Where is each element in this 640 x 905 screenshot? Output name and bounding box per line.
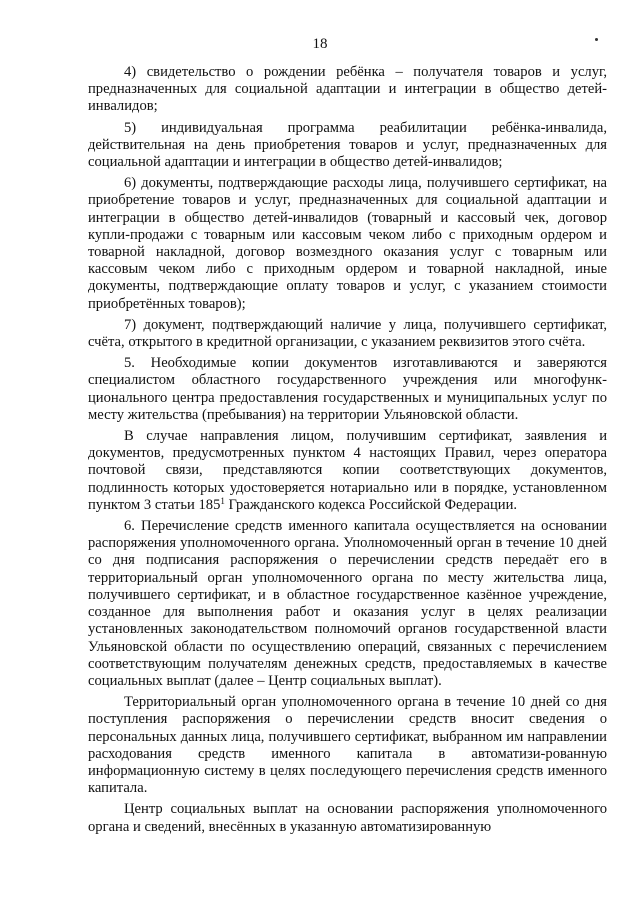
- page-number: 18: [312, 36, 328, 52]
- list-item-7: 7) документ, подтверждающий наличие у лица, получившего сертификат, счёта, открытого в кредитной организации, с указанием реквизитов этого счёта.: [88, 316, 607, 351]
- document-body: [88, 64, 607, 840]
- clause-6: 6. Перечисление средств именного капитала осуществляется на основании распоряжения уполномоченного органа. Уполномоченный орган в течение 10 дней со дня подписания распоряжения о перечислении средств передаёт его в территориальный орган уполномоченного органа по месту жительства лица, получившего сертификат, и в областное государственное казённое учреждение, созданное для выполнения работ и оказания услуг в целях реализации установленных законодательством полномочий органов государственной власти Ульяновской области по осуществлению операций, связанных с перечислением соответствующим получателям денежных средств, предоставляемых в качестве социальных выплат (далее – Центр социальных выплат).: [88, 518, 607, 689]
- article-superscript: 1: [220, 495, 225, 506]
- list-item-4: 4) свидетельство о рождении ребёнка – получателя товаров и услуг, предназначенных для социальной адаптации и интеграции в общество детей-инвалидов;: [88, 64, 607, 115]
- territorial-body-paragraph: Территориальный орган уполномоченного органа в течение 10 дней со дня поступления распоряжения о перечислении средств вносит сведения о персональных данных лица, получившего сертификат, выбранном им направлении расходования средств именного капитала в автоматизи-рованную информационную систему в целях последующего перечисления средств именного капитала.: [88, 694, 607, 797]
- clause-5-mail-text: В случае направления лицом, получившим сертификат, заявления и документов, предусмотренных пунктом 4 настоящих Правил, через оператора почтовой связи, представляются копии соответствующих документов, подлинность которых удостоверяется нотариально или в порядке, установленном пунктом 3 статьи 185: [88, 428, 607, 513]
- clause-5-mail-tail: Гражданского кодекса Российской Федерации.: [224, 496, 518, 513]
- payment-center-paragraph: Центр социальных выплат на основании распоряжения уполномоченного органа и сведений, внесённых в указанную автоматизированную: [88, 801, 607, 835]
- clause-5-mail-paragraph: [88, 428, 607, 514]
- list-item-6: 6) документы, подтверждающие расходы лица, получившего сертификат, на приобретение товаров и услуг, предназначенных для социальной адаптации и интеграции в общество детей-инвалидов (товарный и кассовый чек, договор купли-продажи с товарным или кассовым чеком либо с приходным ордером и товарной накладной, договор возмездного оказания услуг с товарным или кассовым чеком либо с приходным ордером и товарной накладной, иные документы, подтверждающие оплату товаров и услуг, с указанием стоимости приобретённых товаров);: [88, 175, 607, 312]
- scan-dot: [595, 38, 598, 41]
- list-item-5: 5) индивидуальная программа реабилитации ребёнка-инвалида, действительная на день приобретения товаров и услуг, предназначенных для социальной адаптации и интеграции в общество детей-инвалидов;: [88, 119, 607, 171]
- clause-5: 5. Необходимые копии документов изготавливаются и заверяются специалистом областного государственного учреждения или многофунк-ционального центра предоставления государственных и муниципальных услуг по месту жительства (пребывания) на территории Ульяновской области.: [88, 355, 607, 423]
